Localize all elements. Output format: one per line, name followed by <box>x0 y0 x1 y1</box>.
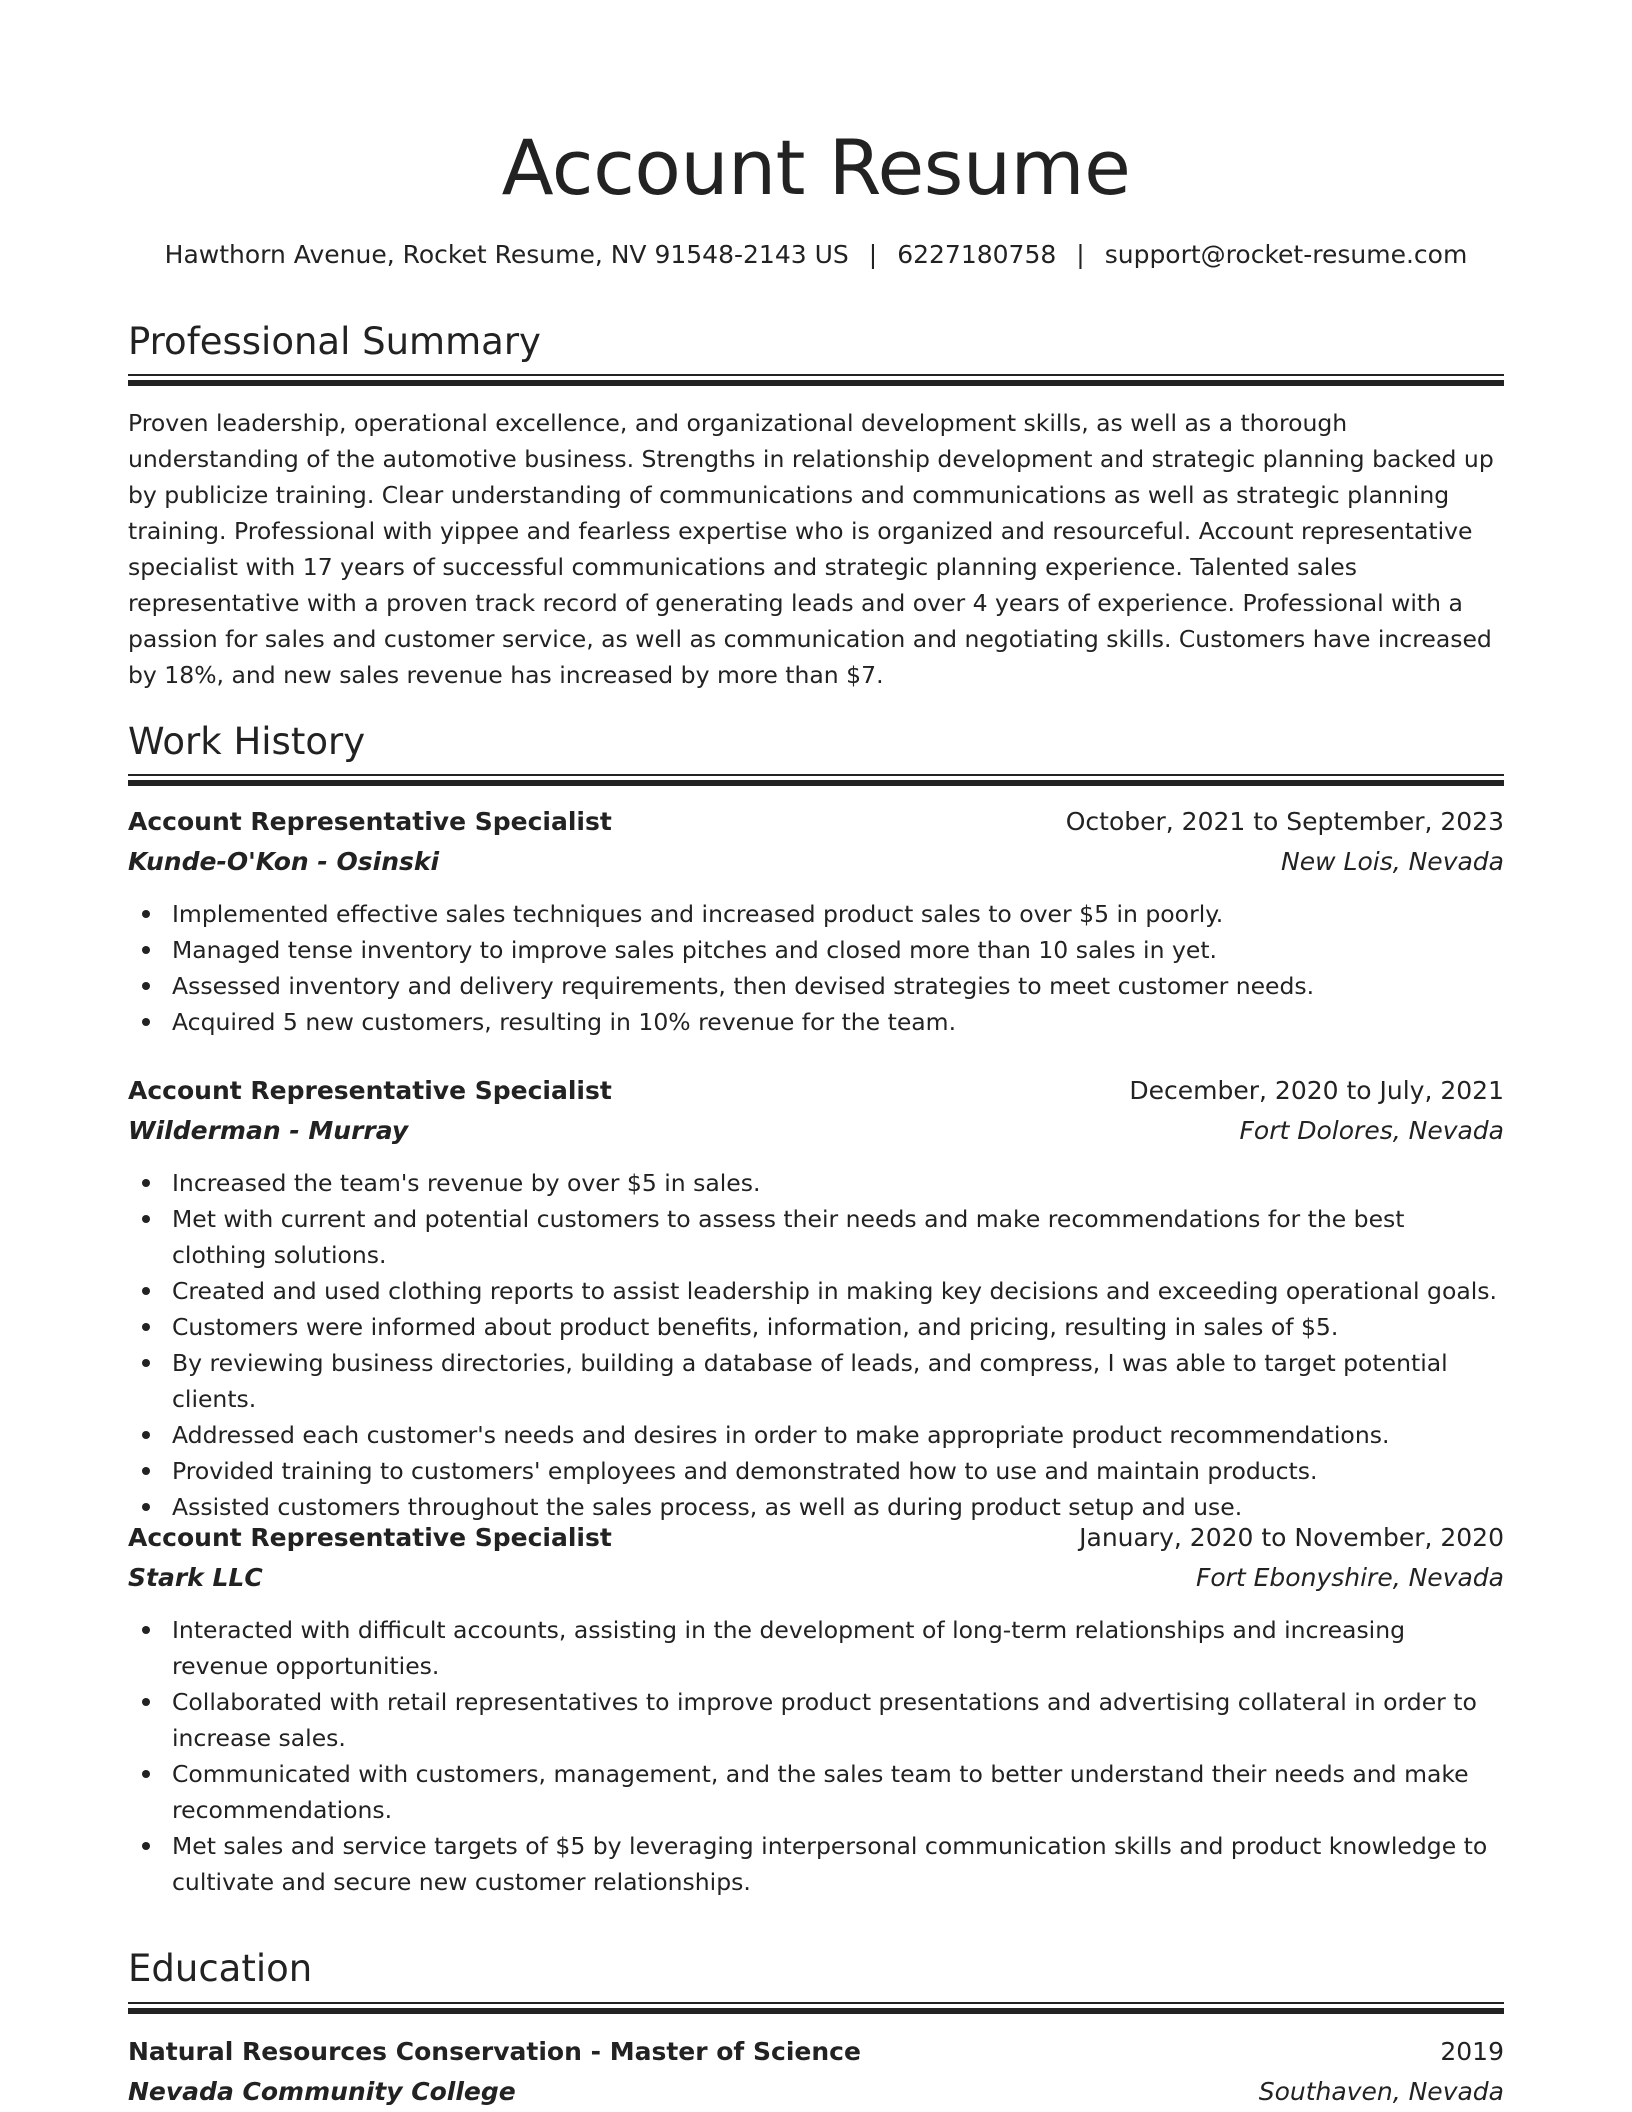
job-company-row <box>128 1111 1504 1151</box>
job-bullet-text: Managed tense inventory to improve sales pitches and closed more than 10 sales in yet. <box>172 936 1218 964</box>
contact-separator: | <box>868 240 878 269</box>
job-dates: December, 2020 to July, 2021 <box>1129 1076 1504 1105</box>
job-bullet-text: Increased the team's revenue by over $5 in sales. <box>172 1169 761 1197</box>
bullet-dot-icon <box>142 1626 150 1634</box>
job-bullet <box>128 1612 1504 1684</box>
job-bullet <box>128 896 1504 932</box>
job-bullet-text: Met with current and potential customers to assess their needs and make recommendations for the best clothing solutions. <box>172 1205 1405 1269</box>
job-header-row <box>128 1071 1504 1111</box>
job-bullet-text: Assisted customers throughout the sales process, as well as during product setup and use. <box>172 1493 1243 1521</box>
summary-text: Proven leadership, operational excellence, and organizational development skills, as well as a thorough understanding of the automotive business. Strengths in relationship development and strategic planning backed up by publicize training. Clear understanding of communications and communications as well as strategic planning training. Professional with yippee and fearless expertise who is organized and resourceful. Account representative specialist with 17 years of successful communications and strategic planning experience. Talented sales representative with a proven track record of generating leads and over 4 years of experience. Professional with a passion for sales and customer service, as well as communication and negotiating skills. Customers have increased by 18%, and new sales revenue has increased by more than $7. <box>128 409 1494 689</box>
job-bullet-text: By reviewing business directories, building a database of leads, and compress, I was able to target potential clients. <box>172 1349 1448 1413</box>
section-divider <box>128 374 1504 386</box>
job-bullet-list <box>128 896 1504 1040</box>
job-company: Stark LLC <box>128 1563 263 1592</box>
education-location: Southaven, Nevada <box>1258 2077 1504 2106</box>
resume-name: Account Resume <box>501 123 1131 212</box>
section-title-summary: Professional Summary <box>128 320 541 363</box>
bullet-dot-icon <box>142 1770 150 1778</box>
job-header-row <box>128 802 1504 842</box>
job-bullet <box>128 1273 1504 1309</box>
job-title: Account Representative Specialist <box>128 1076 612 1105</box>
bullet-dot-icon <box>142 910 150 918</box>
education-school-row <box>128 2072 1504 2112</box>
job-bullet-text: Customers were informed about product benefits, information, and pricing, resulting in sales of $5. <box>172 1313 1339 1341</box>
job-location: Fort Dolores, Nevada <box>1239 1116 1504 1145</box>
job-bullet-text: Communicated with customers, management, and the sales team to better understand their needs and make recommendations. <box>172 1760 1469 1824</box>
job-bullet <box>128 968 1504 1004</box>
job-company-row <box>128 1558 1504 1598</box>
job-bullet-text: Implemented effective sales techniques and increased product sales to over $5 in poorly. <box>172 900 1224 928</box>
job-company-row <box>128 842 1504 882</box>
education-year: 2019 <box>1440 2037 1504 2066</box>
job-dates: January, 2020 to November, 2020 <box>1079 1523 1504 1552</box>
education-school: Nevada Community College <box>128 2077 516 2106</box>
job-location: Fort Ebonyshire, Nevada <box>1195 1563 1504 1592</box>
bullet-dot-icon <box>142 1359 150 1367</box>
job-header-row <box>128 1518 1504 1558</box>
education-degree: Natural Resources Conservation - Master of Science <box>128 2037 861 2066</box>
job-entry <box>128 1518 1504 1900</box>
bullet-dot-icon <box>142 1842 150 1850</box>
bullet-dot-icon <box>142 1215 150 1223</box>
bullet-dot-icon <box>142 1287 150 1295</box>
job-bullet <box>128 932 1504 968</box>
job-bullet-text: Met sales and service targets of $5 by leveraging interpersonal communication skills and product knowledge to cultivate and secure new customer relationships. <box>172 1832 1488 1896</box>
job-bullet <box>128 1417 1504 1453</box>
contact-line <box>128 238 1504 272</box>
job-bullet <box>128 1453 1504 1489</box>
section-title-work-history: Work History <box>128 720 366 763</box>
bullet-dot-icon <box>142 1467 150 1475</box>
education-entry <box>128 2032 1504 2112</box>
section-title-education: Education <box>128 1947 313 1990</box>
job-bullet <box>128 1756 1504 1828</box>
bullet-dot-icon <box>142 1431 150 1439</box>
section-divider <box>128 2002 1504 2014</box>
job-entry <box>128 802 1504 1040</box>
bullet-dot-icon <box>142 1323 150 1331</box>
job-bullet <box>128 1004 1504 1040</box>
job-bullet-text: Addressed each customer's needs and desires in order to make appropriate product recommendations. <box>172 1421 1390 1449</box>
job-bullet-list <box>128 1165 1504 1525</box>
job-bullet-text: Acquired 5 new customers, resulting in 10% revenue for the team. <box>172 1008 957 1036</box>
section-divider <box>128 774 1504 786</box>
job-bullet-text: Provided training to customers' employees and demonstrated how to use and maintain products. <box>172 1457 1318 1485</box>
contact-email: support@rocket-resume.com <box>1104 240 1468 269</box>
bullet-dot-icon <box>142 1698 150 1706</box>
job-bullet-text: Interacted with difficult accounts, assisting in the development of long-term relationships and increasing revenue opportunities. <box>172 1616 1406 1680</box>
job-bullet <box>128 1684 1504 1756</box>
contact-separator: | <box>1076 240 1085 269</box>
job-entry <box>128 1071 1504 1525</box>
job-bullet-text: Assessed inventory and delivery requirements, then devised strategies to meet customer needs. <box>172 972 1315 1000</box>
job-title: Account Representative Specialist <box>128 807 612 836</box>
job-location: New Lois, Nevada <box>1281 847 1504 876</box>
bullet-dot-icon <box>142 946 150 954</box>
job-title: Account Representative Specialist <box>128 1523 612 1552</box>
contact-address: Hawthorn Avenue, Rocket Resume, NV 91548-2143 US <box>164 240 849 269</box>
bullet-dot-icon <box>142 1503 150 1511</box>
education-header-row <box>128 2032 1504 2072</box>
job-company: Kunde-O'Kon - Osinski <box>128 847 440 876</box>
job-bullet <box>128 1201 1504 1273</box>
job-bullet-text: Created and used clothing reports to assist leadership in making key decisions and exceeding operational goals. <box>172 1277 1497 1305</box>
job-dates: October, 2021 to September, 2023 <box>1065 807 1504 836</box>
job-bullet <box>128 1165 1504 1201</box>
job-bullet-text: Collaborated with retail representatives to improve product presentations and advertising collateral in order to increase sales. <box>172 1688 1477 1752</box>
job-bullet-list <box>128 1612 1504 1900</box>
job-bullet <box>128 1345 1504 1417</box>
bullet-dot-icon <box>142 982 150 990</box>
contact-phone: 6227180758 <box>897 240 1057 269</box>
job-bullet <box>128 1309 1504 1345</box>
job-bullet <box>128 1828 1504 1900</box>
bullet-dot-icon <box>142 1179 150 1187</box>
bullet-dot-icon <box>142 1018 150 1026</box>
job-company: Wilderman - Murray <box>128 1116 409 1145</box>
